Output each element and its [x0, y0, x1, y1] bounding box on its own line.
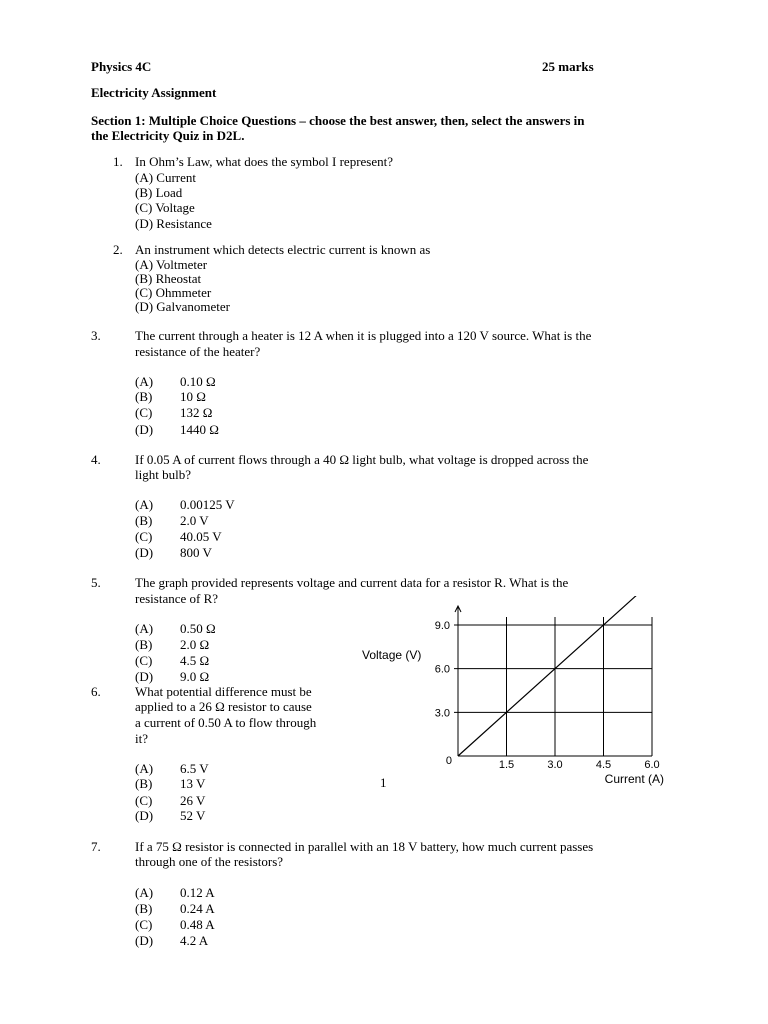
question-4-text-line1: If 0.05 A of current flows through a 40 Ω light bulb, what voltage is dropped across the — [135, 452, 589, 467]
x-tick-label-3: 4.5 — [595, 759, 612, 771]
question-6-option-a-letter: (A) — [135, 761, 154, 776]
question-6-text-line2: applied to a 26 Ω resistor to cause — [135, 699, 312, 714]
question-2-number: 2. — [113, 242, 123, 257]
question-6-option-a-value: 6.5 V — [180, 761, 209, 776]
question-5-option-a-value: 0.50 Ω — [180, 621, 216, 636]
question-2-option-c: (C) Ohmmeter — [135, 285, 212, 300]
question-7-option-a-letter: (A) — [135, 885, 154, 900]
question-1-option-b: (B) Load — [135, 185, 183, 200]
question-4-option-c-letter: (C) — [135, 529, 153, 544]
question-2-option-b: (B) Rheostat — [135, 271, 202, 286]
question-6-text-line4: it? — [135, 731, 148, 746]
total-marks: 25 marks — [542, 59, 594, 74]
question-6-option-d-value: 52 V — [180, 808, 206, 823]
question-1-text: In Ohm’s Law, what does the symbol I represent? — [135, 154, 394, 169]
question-4-option-a-value: 0.00125 V — [180, 497, 235, 512]
question-5-option-c-value: 4.5 Ω — [180, 653, 210, 668]
question-1-number: 1. — [113, 154, 123, 169]
x-tick-label-1: 1.5 — [498, 759, 515, 771]
question-4-number: 4. — [91, 452, 101, 467]
question-3-option-b-value: 10 Ω — [180, 389, 206, 404]
question-4-option-d-letter: (D) — [135, 545, 154, 560]
question-6-text-line3: a current of 0.50 A to flow through — [135, 715, 317, 730]
question-4-option-d-value: 800 V — [180, 545, 212, 560]
question-6-text-line1: What potential difference must be — [135, 684, 312, 699]
y-tick-label-2: 9.0 — [434, 620, 450, 632]
question-6-option-b-letter: (B) — [135, 776, 153, 791]
question-3-number: 3. — [91, 328, 101, 343]
question-7-option-a-value: 0.12 A — [180, 885, 215, 900]
question-5-option-b-letter: (B) — [135, 637, 153, 652]
question-6-number: 6. — [91, 684, 101, 699]
question-1-option-c: (C) Voltage — [135, 200, 195, 215]
question-2-option-a: (A) Voltmeter — [135, 257, 208, 272]
question-3-option-c-letter: (C) — [135, 405, 153, 420]
question-4-option-b-value: 2.0 V — [180, 513, 209, 528]
question-6-option-b-value: 13 V — [180, 776, 206, 791]
question-7-option-b-value: 0.24 A — [180, 901, 215, 916]
question-6-option-c-value: 26 V — [180, 793, 206, 808]
assignment-title: Electricity Assignment — [91, 85, 217, 100]
question-7-text-line1: If a 75 Ω resistor is connected in parallel with an 18 V battery, how much current passes — [135, 839, 594, 854]
question-4-text-line2: light bulb? — [135, 467, 191, 482]
question-1-option-a: (A) Current — [135, 170, 197, 185]
question-3-text-line2: resistance of the heater? — [135, 344, 261, 359]
question-1-option-d: (D) Resistance — [135, 216, 212, 231]
course-title: Physics 4C — [91, 59, 152, 74]
question-4-option-a-letter: (A) — [135, 497, 154, 512]
question-7-option-d-letter: (D) — [135, 933, 154, 948]
question-3-option-d-value: 1440 Ω — [180, 422, 219, 437]
question-2-text: An instrument which detects electric current is known as — [135, 242, 431, 257]
question-6-option-d-letter: (D) — [135, 808, 154, 823]
question-7-text-line2: through one of the resistors? — [135, 854, 284, 869]
y-tick-label-1: 6.0 — [434, 663, 450, 676]
question-3-text-line1: The current through a heater is 12 A when it is plugged into a 120 V source. What is the — [135, 328, 592, 343]
page-number: 1 — [380, 775, 387, 790]
y-axis-label: Voltage (V) — [362, 648, 422, 662]
question-5-option-c-letter: (C) — [135, 653, 153, 668]
question-5-text-line2: resistance of R? — [135, 591, 219, 606]
question-3-option-b-letter: (B) — [135, 389, 153, 404]
question-5-text-line1: The graph provided represents voltage and current data for a resistor R. What is the — [135, 575, 569, 590]
x-tick-label-2: 3.0 — [547, 759, 563, 771]
x-tick-label-0: 0 — [445, 755, 452, 767]
question-5-option-d-letter: (D) — [135, 669, 154, 684]
question-6-option-c-letter: (C) — [135, 793, 153, 808]
question-2-option-d: (D) Galvanometer — [135, 299, 230, 314]
voltage-current-graph — [350, 596, 680, 792]
question-4-option-b-letter: (B) — [135, 513, 153, 528]
question-3-option-c-value: 132 Ω — [180, 405, 213, 420]
x-axis-label: Current (A) — [604, 772, 664, 786]
question-7-option-d-value: 4.2 A — [180, 933, 209, 948]
question-3-option-d-letter: (D) — [135, 422, 154, 437]
question-7-number: 7. — [91, 839, 101, 854]
question-5-option-a-letter: (A) — [135, 621, 154, 636]
question-4-option-c-value: 40.05 V — [180, 529, 222, 544]
question-5-option-d-value: 9.0 Ω — [180, 669, 210, 684]
x-tick-label-4: 6.0 — [644, 759, 660, 771]
section-instructions-line1: Section 1: Multiple Choice Questions – choose the best answer, then, select the answers in — [91, 113, 585, 128]
question-3-option-a-letter: (A) — [135, 374, 154, 389]
question-3-option-a-value: 0.10 Ω — [180, 374, 216, 389]
question-7-option-b-letter: (B) — [135, 901, 153, 916]
section-instructions-line2: the Electricity Quiz in D2L. — [91, 128, 245, 143]
question-7-option-c-letter: (C) — [135, 917, 153, 932]
y-tick-label-0: 3.0 — [434, 707, 450, 720]
question-7-option-c-value: 0.48 A — [180, 917, 215, 932]
question-5-number: 5. — [91, 575, 101, 590]
question-5-option-b-value: 2.0 Ω — [180, 637, 210, 652]
